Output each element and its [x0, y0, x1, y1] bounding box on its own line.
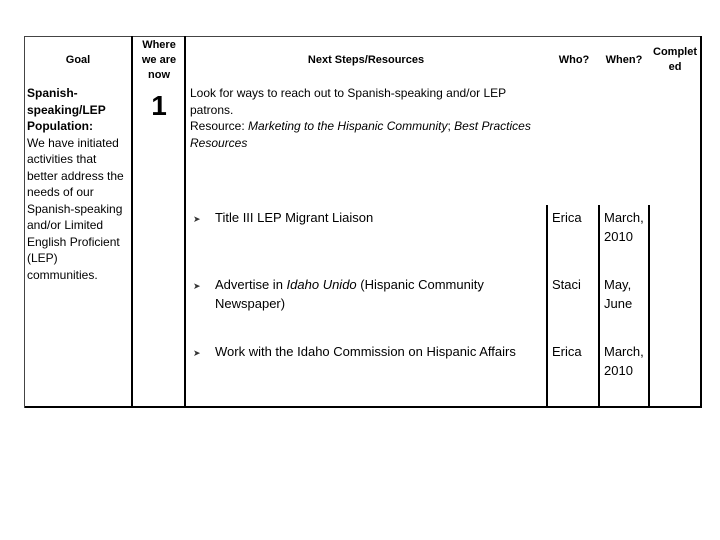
- header-next-steps: Next Steps/Resources: [307, 54, 425, 66]
- table-border-left: [24, 36, 25, 408]
- header-goal: Goal: [65, 54, 91, 66]
- bullet-icon: ➤: [193, 214, 201, 224]
- table-border-right: [700, 36, 702, 408]
- resource-title-2: Best Practices Resources: [190, 119, 531, 150]
- who-row-1: Erica: [552, 210, 582, 225]
- header-where-we-are: Where we are now: [141, 39, 177, 81]
- who-row-2: Staci: [552, 277, 581, 292]
- resource-label: Resource:: [190, 119, 249, 133]
- when-row-3: March, 2010: [604, 344, 644, 378]
- when-row-2: May, June: [604, 277, 633, 311]
- goal-cell: [27, 85, 130, 283]
- step-row-2: [215, 276, 540, 313]
- bullet-icon: ➤: [193, 281, 201, 291]
- where-value: 1: [151, 90, 167, 121]
- header-who: Who?: [558, 54, 590, 66]
- goal-title: Spanish-speaking/LEP Population:: [27, 86, 106, 133]
- intro-line: Look for ways to reach out to Spanish-speaking and/or LEP patrons.: [190, 86, 506, 117]
- step-row-3: Work with the Idaho Commission on Hispanic Affairs: [215, 344, 516, 359]
- col-divider-2: [184, 36, 186, 408]
- table-border-top: [24, 36, 701, 37]
- intro-resource: [190, 118, 540, 151]
- bullet-icon: ➤: [193, 348, 201, 358]
- step-row-2-suffix: (Hispanic Community Newspaper): [215, 277, 484, 311]
- who-row-3: Erica: [552, 344, 582, 359]
- next-steps-intro: [190, 85, 540, 151]
- resource-title-1: Marketing to the Hispanic Community: [248, 119, 448, 133]
- step-row-1: Title III LEP Migrant Liaison: [215, 210, 374, 225]
- header-when: When?: [605, 54, 643, 66]
- goal-description: We have initiated activities that better address the needs of our Spanish-speaking and/or Limited English Proficient (LEP) communities.: [27, 135, 124, 282]
- header-completed: Completed: [653, 46, 697, 73]
- col-divider-4: [598, 205, 600, 408]
- resource-separator: ;: [447, 119, 455, 133]
- when-row-1: March, 2010: [604, 210, 644, 244]
- col-divider-5: [648, 205, 650, 408]
- col-divider-1: [131, 36, 133, 408]
- col-divider-3: [546, 205, 548, 408]
- step-row-2-newspaper: Idaho Unido: [286, 277, 357, 292]
- step-row-2-prefix: Advertise in: [215, 277, 287, 292]
